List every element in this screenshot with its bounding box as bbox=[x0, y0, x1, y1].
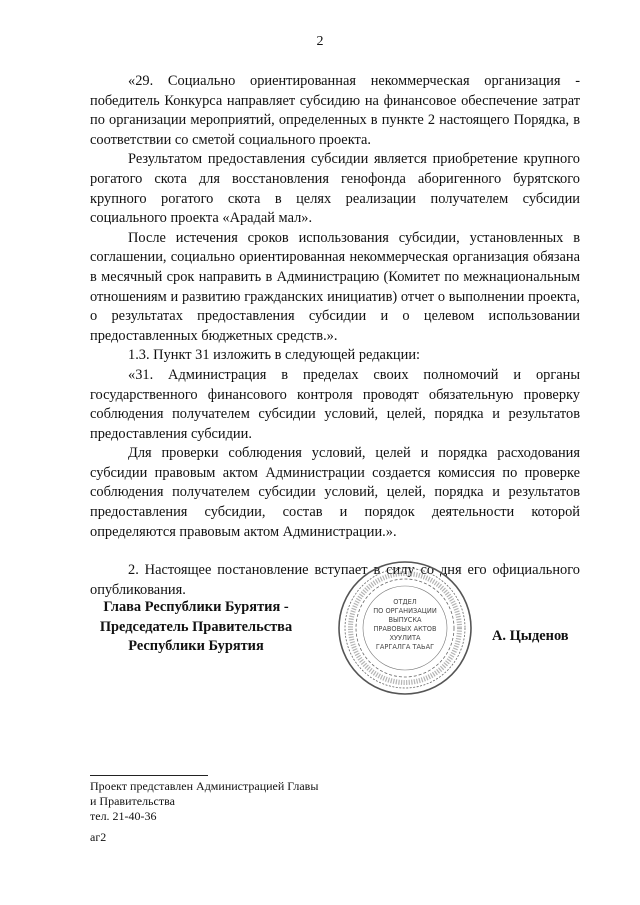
paragraph-report-obligation: После истечения сроков использования субсидии, установленных в соглашении, социально ориентированная некоммерческая организация обязана в месячный срок направить в Администрацию (Комитет по межнациональным отношениям и развитию гражданских инициатив) отчет о выполнении проекта, о результатах предоставления субсидии и о целевом использовании предоставленных бюджетных средств.». bbox=[90, 229, 580, 344]
document-code: аг2 bbox=[90, 830, 107, 844]
signatory-title-line: Глава Республики Бурятия - bbox=[103, 599, 289, 615]
paragraph-effective-date: 2. Настоящее постановление вступает в силу со дня его официального опубликования. bbox=[90, 562, 580, 598]
paragraph-31: «31. Администрация в пределах своих полномочий и органы государственного финансового контроля проводят обязательную проверку соблюдения получателем субсидии условий, целей, порядка и результатов предоставления субсидии. bbox=[90, 366, 580, 442]
footnote-phone: тел. 21-40-36 bbox=[90, 809, 157, 823]
page-number: 2 bbox=[316, 34, 324, 49]
seal-center-line: ПРАВОВЫХ АКТОВ bbox=[373, 625, 437, 633]
seal-center-line: ВЫПУСКА bbox=[388, 616, 422, 624]
seal-center-line: ОТДЕЛ bbox=[393, 598, 417, 606]
paragraph-commission: Для проверки соблюдения условий, целей и порядка расходования субсидии правовым актом Администрации создается комиссия по проверке соблюдения получателем субсидии условий, целей, порядка и результатов предоставления субсидии, состав и порядок деятельности которой определяются правовым актом Администрации.». bbox=[90, 445, 580, 540]
paragraph-amendment-1-3: 1.3. Пункт 31 изложить в следующей редакции: bbox=[128, 347, 421, 364]
footnote-divider bbox=[90, 775, 208, 776]
signatory-title-line: Республики Бурятия bbox=[128, 638, 264, 655]
seal-center-line: ГАРГАЛГА ТАЬАГ bbox=[375, 643, 435, 651]
signatory-title-line: Председатель Правительства bbox=[99, 618, 293, 635]
seal-center-line: ХУУЛИТА bbox=[389, 634, 421, 642]
signer-name: А. Цыденов bbox=[492, 628, 569, 644]
document-body bbox=[90, 72, 580, 600]
signatory-title bbox=[86, 598, 306, 657]
footnote-line: и Правительства bbox=[90, 794, 175, 808]
paragraph-29: «29. Социально ориентированная некоммерческая организация - победитель Конкурса направляет субсидию на финансовое обеспечение затрат по организации мероприятий, определенных в пункте 2 настоящего Порядка, в соответствии со сметой социального проекта. bbox=[90, 73, 580, 148]
official-seal bbox=[337, 560, 473, 696]
paragraph-subsidy-result: Результатом предоставления субсидии является приобретение крупного рогатого скота для восстановления генофонда аборигенного бурятского крупного рогатого скота в целях реализации получателем субсидии социального проекта «Арадай мал». bbox=[90, 151, 580, 227]
footnote-line: Проект представлен Администрацией Главы bbox=[90, 779, 319, 793]
footnote bbox=[90, 779, 318, 824]
seal-center-line: ПО ОРГАНИЗАЦИИ bbox=[373, 607, 437, 615]
